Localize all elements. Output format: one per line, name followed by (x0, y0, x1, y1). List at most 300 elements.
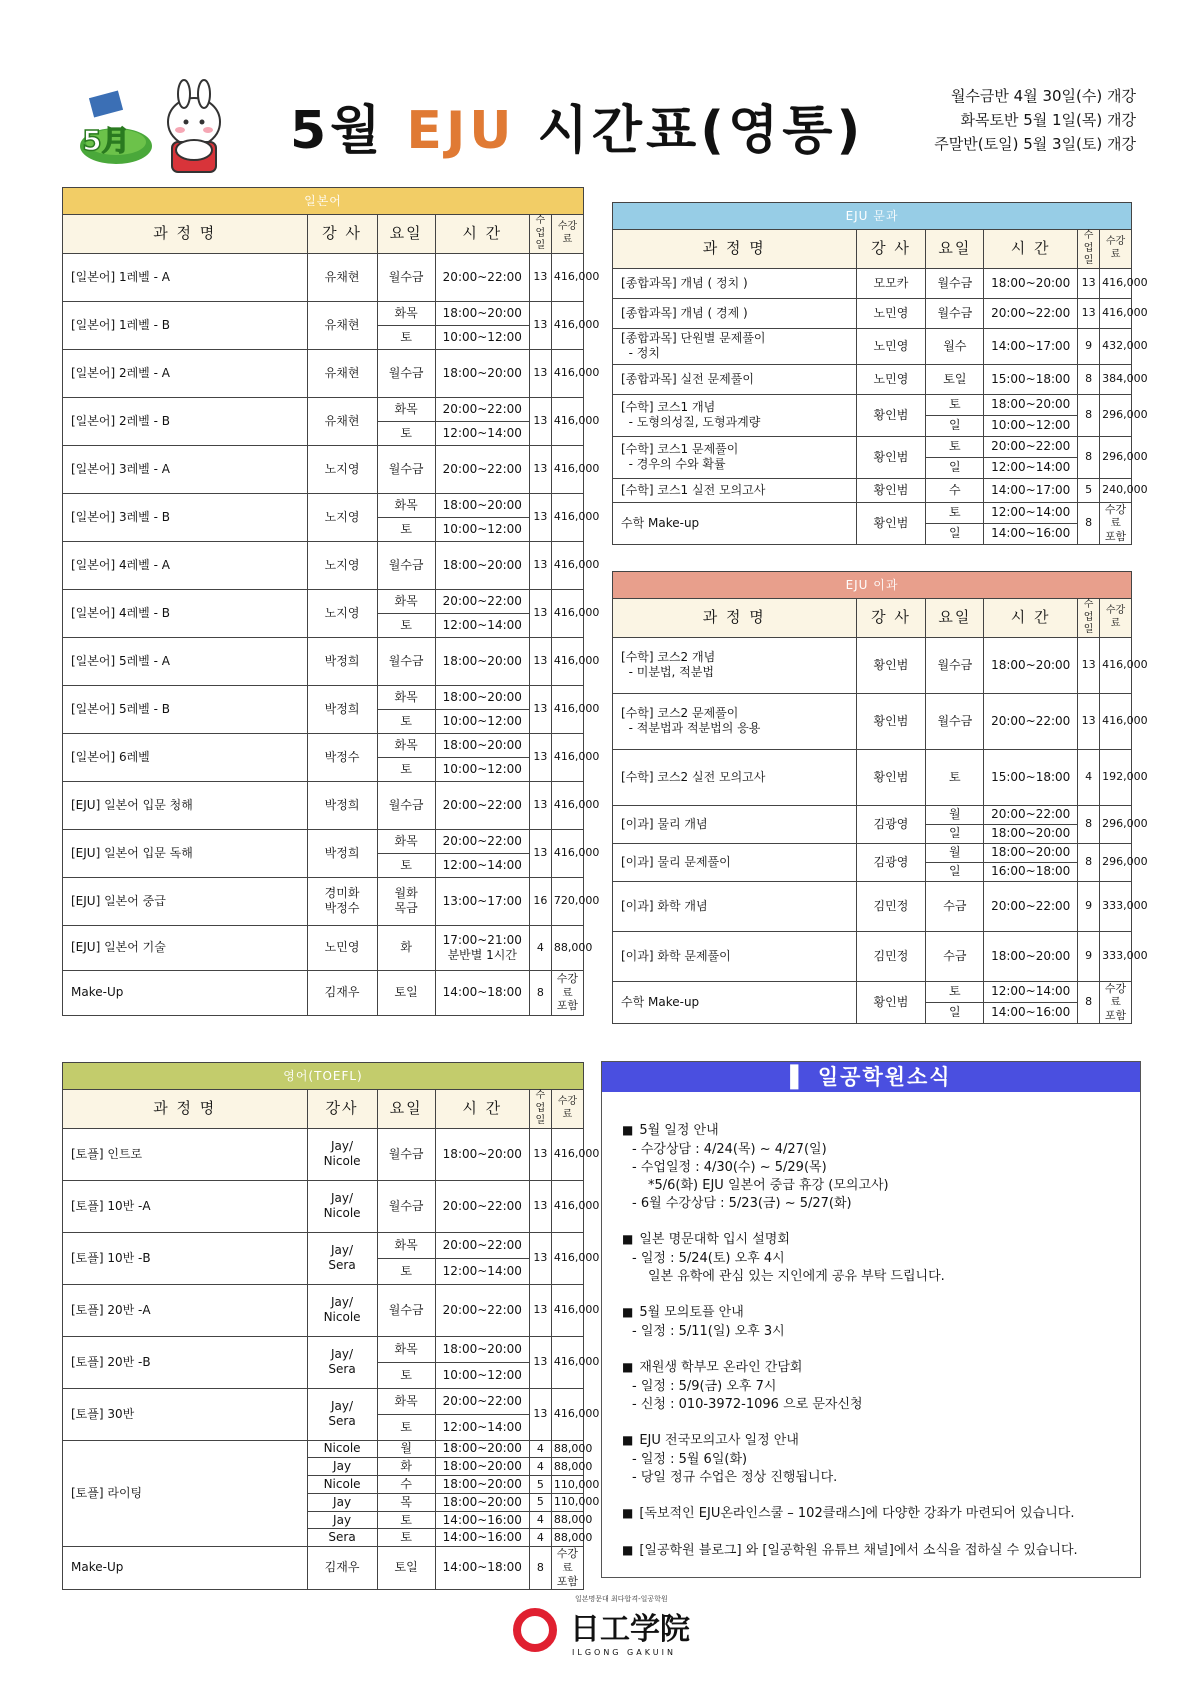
session-count: 8 (1078, 394, 1100, 436)
logo-wordmark: 日工学院 (570, 1612, 690, 1647)
class-time: 14:00~18:00 (435, 970, 529, 1015)
opening-date-line: 월수금반 4월 30일(수) 개강 (950, 87, 1136, 105)
class-time: 18:00~20:00 (435, 1458, 529, 1476)
english-schedule-table (62, 1062, 600, 1590)
column-header: 요일 (377, 215, 435, 254)
title-rest: 시간표(영통) (537, 101, 865, 161)
tuition-fee: 88,000 (551, 925, 583, 970)
class-time: 18:00~20:00 (984, 843, 1078, 862)
class-time: 20:00~22:00 (435, 1232, 529, 1258)
teacher: 황인범 (856, 749, 926, 805)
teacher: 유채현 (307, 301, 377, 349)
session-count: 5 (529, 1476, 551, 1494)
tuition-fee: 416,000 (551, 1284, 583, 1336)
table-row (613, 502, 1132, 523)
class-time: 18:00~20:00 (435, 301, 529, 325)
course-name: Make-Up (63, 1547, 308, 1589)
session-count: 13 (529, 685, 551, 733)
session-count: 13 (1078, 637, 1100, 693)
class-time: 18:00~20:00 (435, 733, 529, 757)
class-time: 18:00~20:00 (435, 637, 529, 685)
japanese-schedule-table (62, 187, 600, 1016)
session-count: 13 (529, 349, 551, 397)
course-name: [EJU] 일본어 기술 (63, 925, 308, 970)
class-time: 16:00~18:00 (984, 862, 1078, 881)
table-row (63, 1284, 584, 1336)
class-days: 토 (377, 1529, 435, 1547)
humanities-schedule-table (612, 202, 1148, 545)
teacher: Jay/ Sera (307, 1232, 377, 1284)
tuition-fee: 수강료 포함 (551, 970, 583, 1015)
table-row (613, 394, 1132, 415)
table-row (63, 589, 584, 613)
class-time: 12:00~14:00 (435, 1258, 529, 1284)
session-count: 8 (1078, 805, 1100, 843)
teacher: 노지영 (307, 493, 377, 541)
course-name: [일본어] 1레벨 - A (63, 253, 308, 301)
class-days: 월수금 (377, 637, 435, 685)
teacher: 노지영 (307, 589, 377, 637)
table-section-title: 일본어 (63, 188, 584, 215)
class-days: 토 (926, 436, 984, 457)
class-days: 화목 (377, 685, 435, 709)
class-days: 화목 (377, 1232, 435, 1258)
course-name: [종합과목] 개념 ( 경제 ) (613, 298, 857, 328)
class-time: 18:00~20:00 (984, 394, 1078, 415)
title-month: 5월 (290, 101, 385, 161)
logo-romanization: ILGONG GAKUIN (572, 1648, 676, 1657)
class-time: 20:00~22:00 (435, 1284, 529, 1336)
class-days: 월화 목금 (377, 877, 435, 925)
table-row (613, 931, 1132, 981)
course-name: [일본어] 4레벨 - A (63, 541, 308, 589)
class-days: 월 (926, 805, 984, 824)
table-section-title: EJU 이과 (613, 572, 1132, 599)
column-header: 과 정 명 (63, 215, 308, 254)
class-days: 수 (926, 478, 984, 502)
class-time: 18:00~20:00 (435, 493, 529, 517)
course-name: [토플] 30반 (63, 1388, 308, 1440)
tuition-fee: 296,000 (1100, 843, 1132, 881)
teacher: Jay/ Nicole (307, 1284, 377, 1336)
teacher: 경미화 박정수 (307, 877, 377, 925)
course-name: [이과] 화학 개념 (613, 881, 857, 931)
course-name: [수학] 코스2 개념 - 미분법, 적분법 (613, 637, 857, 693)
session-count: 13 (1078, 298, 1100, 328)
session-count: 8 (1078, 436, 1100, 478)
table-row (63, 1388, 584, 1414)
session-count: 8 (529, 1547, 551, 1589)
class-time: 14:00~16:00 (435, 1511, 529, 1529)
table-row (63, 1440, 584, 1458)
course-name: [이과] 화학 문제풀이 (613, 931, 857, 981)
course-name: [EJU] 일본어 입문 청해 (63, 781, 308, 829)
news-title: ▌ 일공학원소식 (602, 1062, 1140, 1092)
class-time: 15:00~18:00 (984, 749, 1078, 805)
class-time: 10:00~12:00 (435, 325, 529, 349)
teacher: Jay/ Nicole (307, 1128, 377, 1180)
teacher: 김민정 (856, 931, 926, 981)
session-count: 4 (529, 1440, 551, 1458)
class-time: 18:00~20:00 (435, 1336, 529, 1362)
session-count: 13 (529, 781, 551, 829)
class-days: 화 (377, 925, 435, 970)
class-days: 일 (926, 457, 984, 478)
session-count: 9 (1078, 881, 1100, 931)
class-time: 18:00~20:00 (435, 349, 529, 397)
class-time: 10:00~12:00 (435, 757, 529, 781)
class-time: 18:00~20:00 (435, 1128, 529, 1180)
class-time: 20:00~22:00 (984, 436, 1078, 457)
news-heading-text: 일본 명문대학 입시 설명회 (639, 1232, 790, 1247)
course-name: [일본어] 1레벨 - B (63, 301, 308, 349)
class-time: 14:00~16:00 (984, 1002, 1078, 1023)
bullet-square-icon: ■ (622, 1232, 634, 1246)
tuition-fee: 416,000 (551, 445, 583, 493)
tuition-fee: 416,000 (551, 1232, 583, 1284)
teacher: 황인범 (856, 394, 926, 436)
news-title-text: 일공학원소식 (817, 1065, 952, 1089)
teacher: 박정희 (307, 637, 377, 685)
tuition-fee: 416,000 (551, 541, 583, 589)
class-days: 일 (926, 824, 984, 843)
class-days: 토 (926, 502, 984, 523)
course-name: [종합과목] 실전 문제풀이 (613, 364, 857, 394)
table-row (63, 1336, 584, 1362)
news-section (622, 1357, 1140, 1414)
news-line: - 수강상담 : 4/24(목) ~ 4/27(일) (632, 1142, 827, 1157)
class-days: 화 (377, 1458, 435, 1476)
class-days: 토 (377, 421, 435, 445)
session-count: 13 (529, 637, 551, 685)
opening-date-line: 화목토반 5월 1일(목) 개강 (960, 111, 1136, 129)
tuition-fee: 416,000 (551, 733, 583, 781)
table-row (613, 637, 1132, 693)
class-days: 토 (377, 517, 435, 541)
table-row (63, 685, 584, 709)
news-heading-text: 5월 모의토플 안내 (639, 1305, 744, 1320)
table-row (63, 493, 584, 517)
table-row (63, 253, 584, 301)
class-days: 목 (377, 1493, 435, 1511)
session-count: 13 (529, 253, 551, 301)
class-days: 일 (926, 862, 984, 881)
teacher: 황인범 (856, 693, 926, 749)
news-body (602, 1092, 1140, 1561)
class-time: 18:00~20:00 (435, 1476, 529, 1494)
course-name: Make-Up (63, 970, 308, 1015)
column-header: 과 정 명 (63, 1090, 308, 1129)
bullet-square-icon: ■ (622, 1433, 634, 1447)
session-count: 4 (529, 1458, 551, 1476)
tuition-fee: 416,000 (551, 589, 583, 637)
footer-tagline: 일본명문대 최다합격-일공학원 (575, 1595, 668, 1603)
class-days: 화목 (377, 493, 435, 517)
session-count: 8 (1078, 502, 1100, 544)
class-days: 화목 (377, 829, 435, 853)
course-name: [토플] 10반 -A (63, 1180, 308, 1232)
class-days: 월수금 (377, 1180, 435, 1232)
teacher: 노민영 (856, 298, 926, 328)
news-line: - 일정 : 5/9(금) 오후 7시 (632, 1379, 777, 1394)
tuition-fee: 192,000 (1100, 749, 1132, 805)
tuition-fee: 110,000 (551, 1476, 583, 1494)
session-count: 13 (529, 733, 551, 781)
academy-news-box (601, 1061, 1141, 1578)
class-days: 월수금 (377, 349, 435, 397)
column-header: 수강료 (1100, 230, 1132, 269)
news-heading (622, 1430, 1140, 1451)
tuition-fee: 296,000 (1100, 436, 1132, 478)
month-badge: 5月 (82, 124, 130, 157)
class-time: 14:00~17:00 (984, 478, 1078, 502)
teacher: 황인범 (856, 981, 926, 1023)
class-days: 토일 (926, 364, 984, 394)
class-time: 10:00~12:00 (435, 709, 529, 733)
table-row (613, 843, 1132, 862)
tuition-fee: 416,000 (551, 1336, 583, 1388)
class-time: 12:00~14:00 (984, 457, 1078, 478)
teacher: 유채현 (307, 397, 377, 445)
news-heading-text: [독보적인 EJU온라인스쿨 – 102클래스]에 다양한 강좌가 마련되어 있습니다. (639, 1506, 1075, 1521)
column-header: 요일 (926, 230, 984, 269)
news-line: - 신청 : 010-3972-1096 으로 문자신청 (632, 1397, 863, 1412)
news-section (622, 1540, 1140, 1561)
table-row (613, 436, 1132, 457)
class-days: 수금 (926, 931, 984, 981)
class-time: 20:00~22:00 (435, 253, 529, 301)
tuition-fee: 333,000 (1100, 931, 1132, 981)
session-count: 8 (529, 970, 551, 1015)
session-count: 4 (529, 1529, 551, 1547)
tuition-fee: 416,000 (551, 253, 583, 301)
teacher: 박정수 (307, 733, 377, 781)
class-time: 18:00~20:00 (984, 268, 1078, 298)
course-name: [토플] 20반 -B (63, 1336, 308, 1388)
science-schedule-table (612, 571, 1148, 1024)
session-count: 13 (529, 301, 551, 349)
column-header: 시 간 (984, 230, 1078, 269)
footer-logo (510, 1594, 690, 1664)
class-days: 일 (926, 1002, 984, 1023)
bullet-square-icon: ■ (622, 1543, 634, 1557)
class-time: 20:00~22:00 (435, 829, 529, 853)
class-time: 10:00~12:00 (984, 415, 1078, 436)
class-time: 15:00~18:00 (984, 364, 1078, 394)
opening-date-line: 주말반(토일) 5월 3일(토) 개강 (934, 135, 1136, 153)
news-section (622, 1430, 1140, 1487)
class-days: 토 (926, 981, 984, 1002)
table-row (613, 981, 1132, 1002)
teacher: 황인범 (856, 478, 926, 502)
table-row (63, 1180, 584, 1232)
column-header: 수강료 (1100, 599, 1132, 638)
tuition-fee: 416,000 (551, 349, 583, 397)
class-days: 화목 (377, 301, 435, 325)
news-heading-text: 재원생 학부모 온라인 간담회 (639, 1360, 803, 1375)
teacher: 황인범 (856, 637, 926, 693)
class-days: 월수금 (377, 541, 435, 589)
table-section-title: 영어(TOEFL) (63, 1063, 584, 1090)
class-time: 18:00~20:00 (435, 541, 529, 589)
tuition-fee: 88,000 (551, 1511, 583, 1529)
news-line: - 일정 : 5월 6일(화) (632, 1452, 748, 1467)
course-name: 수학 Make-up (613, 502, 857, 544)
news-heading-text: EJU 전국모의고사 일정 안내 (639, 1433, 799, 1448)
table-row (63, 637, 584, 685)
class-time: 13:00~17:00 (435, 877, 529, 925)
tuition-fee: 수강료 포함 (1100, 981, 1132, 1023)
session-count: 5 (1078, 478, 1100, 502)
class-days: 월수금 (377, 445, 435, 493)
tuition-fee: 416,000 (551, 301, 583, 349)
news-section (622, 1302, 1140, 1341)
session-count: 4 (1078, 749, 1100, 805)
tuition-fee: 110,000 (551, 1493, 583, 1511)
column-header: 수업일 (1078, 599, 1100, 638)
news-heading (622, 1229, 1140, 1250)
column-header: 수업일 (529, 215, 551, 254)
table-row (63, 1128, 584, 1180)
bullet-square-icon: ■ (622, 1360, 634, 1374)
teacher: 김광영 (856, 843, 926, 881)
class-days: 토 (926, 749, 984, 805)
table-row (63, 349, 584, 397)
session-count: 9 (1078, 328, 1100, 364)
class-time: 10:00~12:00 (435, 1362, 529, 1388)
class-days: 월수금 (377, 1284, 435, 1336)
class-days: 화목 (377, 397, 435, 421)
teacher: Sera (307, 1529, 377, 1547)
table-row (63, 1547, 584, 1589)
column-header: 강 사 (856, 599, 926, 638)
session-count: 5 (529, 1493, 551, 1511)
teacher: 노민영 (856, 328, 926, 364)
tuition-fee: 720,000 (551, 877, 583, 925)
course-name: [이과] 물리 문제풀이 (613, 843, 857, 881)
class-days: 토 (926, 394, 984, 415)
course-name: [수학] 코스2 문제풀이 - 적분법과 적분법의 응용 (613, 693, 857, 749)
class-time: 20:00~22:00 (984, 693, 1078, 749)
tuition-fee: 416,000 (551, 685, 583, 733)
class-time: 20:00~22:00 (435, 589, 529, 613)
rabbit-mascot-icon (76, 84, 236, 176)
teacher: 노민영 (856, 364, 926, 394)
class-time: 20:00~22:00 (984, 881, 1078, 931)
page-header (0, 0, 1191, 180)
class-days: 월수금 (926, 268, 984, 298)
tuition-fee: 416,000 (1100, 298, 1132, 328)
course-name: [토플] 인트로 (63, 1128, 308, 1180)
table-row (613, 693, 1132, 749)
column-header: 수강료 (551, 215, 583, 254)
tuition-fee: 416,000 (551, 1180, 583, 1232)
teacher: 노민영 (307, 925, 377, 970)
column-header: 요일 (926, 599, 984, 638)
table-row (63, 970, 584, 1015)
news-line: - 6월 수강상담 : 5/23(금) ~ 5/27(화) (632, 1196, 852, 1211)
teacher: 황인범 (856, 436, 926, 478)
teacher: Jay (307, 1511, 377, 1529)
class-time: 14:00~17:00 (984, 328, 1078, 364)
tuition-fee: 384,000 (1100, 364, 1132, 394)
table-row (613, 881, 1132, 931)
class-days: 일 (926, 523, 984, 544)
teacher: 유채현 (307, 349, 377, 397)
class-time: 18:00~20:00 (435, 1440, 529, 1458)
tuition-fee: 416,000 (551, 781, 583, 829)
class-time: 14:00~18:00 (435, 1547, 529, 1589)
session-count: 13 (529, 1232, 551, 1284)
class-time: 18:00~20:00 (984, 637, 1078, 693)
tuition-fee: 416,000 (551, 493, 583, 541)
class-time: 20:00~22:00 (435, 1180, 529, 1232)
bullet-square-icon: ■ (622, 1506, 634, 1520)
column-header: 수업일 (1078, 230, 1100, 269)
course-name: 수학 Make-up (613, 981, 857, 1023)
news-heading (622, 1540, 1140, 1561)
class-time: 12:00~14:00 (435, 613, 529, 637)
class-days: 월수 (926, 328, 984, 364)
table-row (613, 478, 1132, 502)
course-name: [종합과목] 단원별 문제풀이 - 정치 (613, 328, 857, 364)
session-count: 13 (529, 493, 551, 541)
session-count: 13 (529, 445, 551, 493)
class-time: 12:00~14:00 (435, 421, 529, 445)
tuition-fee: 240,000 (1100, 478, 1132, 502)
table-row (613, 805, 1132, 824)
class-days: 토 (377, 1362, 435, 1388)
teacher: 김민정 (856, 881, 926, 931)
column-header: 과 정 명 (613, 599, 857, 638)
table-row (63, 925, 584, 970)
session-count: 16 (529, 877, 551, 925)
table-row (613, 298, 1132, 328)
class-days: 화목 (377, 1388, 435, 1414)
teacher: Jay (307, 1493, 377, 1511)
tuition-fee: 수강료 포함 (551, 1547, 583, 1589)
bullet-square-icon: ■ (622, 1305, 634, 1319)
class-days: 화목 (377, 733, 435, 757)
tuition-fee: 88,000 (551, 1440, 583, 1458)
news-heading (622, 1302, 1140, 1323)
news-heading (622, 1503, 1140, 1524)
tuition-fee: 296,000 (1100, 805, 1132, 843)
session-count: 13 (1078, 693, 1100, 749)
teacher: 노지영 (307, 541, 377, 589)
column-header: 과 정 명 (613, 230, 857, 269)
table-row (63, 397, 584, 421)
class-time: 20:00~22:00 (435, 445, 529, 493)
course-name: [일본어] 4레벨 - B (63, 589, 308, 637)
class-days: 토 (377, 1511, 435, 1529)
column-header: 강사 (307, 1090, 377, 1129)
session-count: 13 (529, 1336, 551, 1388)
news-section (622, 1503, 1140, 1524)
session-count: 13 (529, 589, 551, 637)
class-time: 20:00~22:00 (435, 397, 529, 421)
course-name: [일본어] 5레벨 - B (63, 685, 308, 733)
column-header: 강 사 (307, 215, 377, 254)
teacher: 노지영 (307, 445, 377, 493)
teacher: 박정희 (307, 781, 377, 829)
course-name: [일본어] 5레벨 - A (63, 637, 308, 685)
teacher: Nicole (307, 1440, 377, 1458)
session-count: 13 (1078, 268, 1100, 298)
course-name: [토플] 10반 -B (63, 1232, 308, 1284)
teacher: 황인범 (856, 502, 926, 544)
session-count: 8 (1078, 364, 1100, 394)
